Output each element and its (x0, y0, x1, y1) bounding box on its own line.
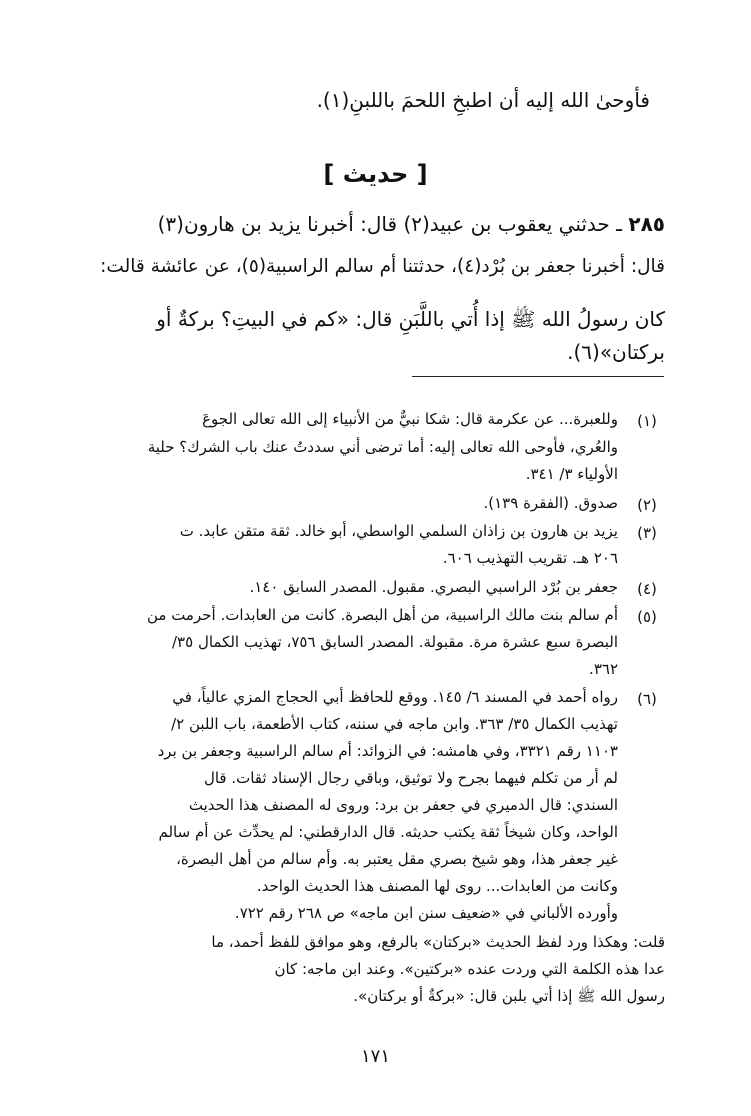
footnote-number: (٥) (637, 608, 657, 626)
footnote-line: يزيد بن هارون بن زاذان السلمي الواسطي، أبو خالد. ثقة متقن عابد. ت (179, 522, 618, 540)
section-heading: [ حديث ] (323, 160, 428, 188)
footnote-separator (412, 376, 664, 377)
footnote-line: ٢٠٦ هـ. تقريب التهذيب ٦٠٦. (442, 549, 618, 567)
footnote-line: جعفر بن بُرْد الراسبي البصري. مقبول. المصدر السابق ١٤٠. (249, 578, 618, 596)
footnote-line: وأورده الألباني في «ضعيف سنن ابن ماجه» ص ٢٦٨ رقم ٧٢٢. (234, 904, 618, 922)
hadith-line-2: قال: أخبرنا جعفر بن بُرْد(٤)، حدثتنا أم سالم الراسبية(٥)، عن عائشة قالت: (100, 256, 665, 277)
footnote-line: أم سالم بنت مالك الراسبية، من أهل البصرة. كانت من العابدات. أحرمت من (146, 606, 618, 624)
footnote-number: (٦) (637, 690, 657, 708)
footnote-line: رسول الله ﷺ إذا أتي بلبن قال: «بركةٌ أو بركتان». (353, 987, 665, 1005)
footnote-line: وكانت من العابدات... روى لها المصنف هذا الحديث الواحد. (256, 877, 618, 895)
footnote-number: (٢) (637, 496, 657, 514)
hadith-line-4: بركتان»(٦). (567, 340, 665, 364)
hadith-line-3: كان رسولُ الله ﷺ إذا أُتي باللَّبَنِ قال: «كم في البيتِ؟ بركةٌ أو (156, 307, 665, 331)
footnote-line: عدا هذه الكلمة التي وردت عنده «بركتين». وعند ابن ماجه: كان (274, 960, 665, 978)
footnote-line: الأولياء ٣/ ٣٤١. (525, 465, 618, 483)
footnote-line: وللعبرة... عن عكرمة قال: شكا نبيٌّ من الأنبياء إلى الله تعالى الجوعَ (202, 410, 618, 428)
footnote-line: والعُري، فأوحى الله تعالى إليه: أما ترضى أني سددتُ عنك باب الشرك؟ حلية (147, 438, 618, 456)
footnote-line: البصرة سبع عشرة مرة. مقبولة. المصدر السابق ٧٥٦، تهذيب الكمال ٣٥/ (171, 633, 618, 651)
footnote-line: تهذيب الكمال ٣٥/ ٣٦٣. وابن ماجه في سننه، كتاب الأطعمة، باب اللبن ٢/ (171, 715, 618, 733)
hadith-line-1-text: ـ حدثني يعقوب بن عبيد(٢) قال: أخبرنا يزيد بن هارون(٣) (157, 212, 629, 236)
footnote-line: ٣٦٢. (589, 660, 618, 678)
footnote-line: ١١٠٣ رقم ٣٣٢١، وفي هامشه: في الزوائد: أم سالم الراسبية وجعفر بن برد (157, 742, 618, 760)
footnote-line: قلت: وهكذا ورد لفظ الحديث «بركتان» بالرفع، وهو موافق للفظ أحمد، ما (211, 933, 665, 951)
footnote-line: السندي: قال الدميري في جعفر بن برد: وروى له المصنف هذا الحديث (188, 796, 618, 814)
footnote-number: (٣) (637, 524, 657, 542)
hadith-number: ٢٨٥ (628, 212, 665, 236)
footnote-number: (١) (637, 412, 657, 430)
page-number: ١٧١ (360, 1046, 390, 1067)
footnote-line: لم أر من تكلم فيهما بجرح ولا توثيق، وباقي رجال الإسناد ثقات. قال (203, 769, 618, 787)
hadith-line-1 (158, 212, 665, 236)
footnote-line: رواه أحمد في المسند ٦/ ١٤٥. ووقع للحافظ أبي الحجاج المزي عالياً، في (172, 688, 618, 706)
footnote-line: صدوق. (الفقرة ١٣٩). (483, 494, 618, 512)
top-line: فأوحىٰ الله إليه أن اطبخِ اللحمَ باللبنِ(١). (316, 88, 650, 112)
footnote-line: الواحد، وكان شيخاً ثقة يكتب حديثه. قال الدارقطني: لم يحدِّث عن أم سالم (158, 823, 618, 841)
footnote-line: غير جعفر هذا، وهو شيخ بصري مقل يعتبر به. وأم سالم من أهل البصرة، (176, 850, 618, 868)
footnote-number: (٤) (637, 580, 657, 598)
